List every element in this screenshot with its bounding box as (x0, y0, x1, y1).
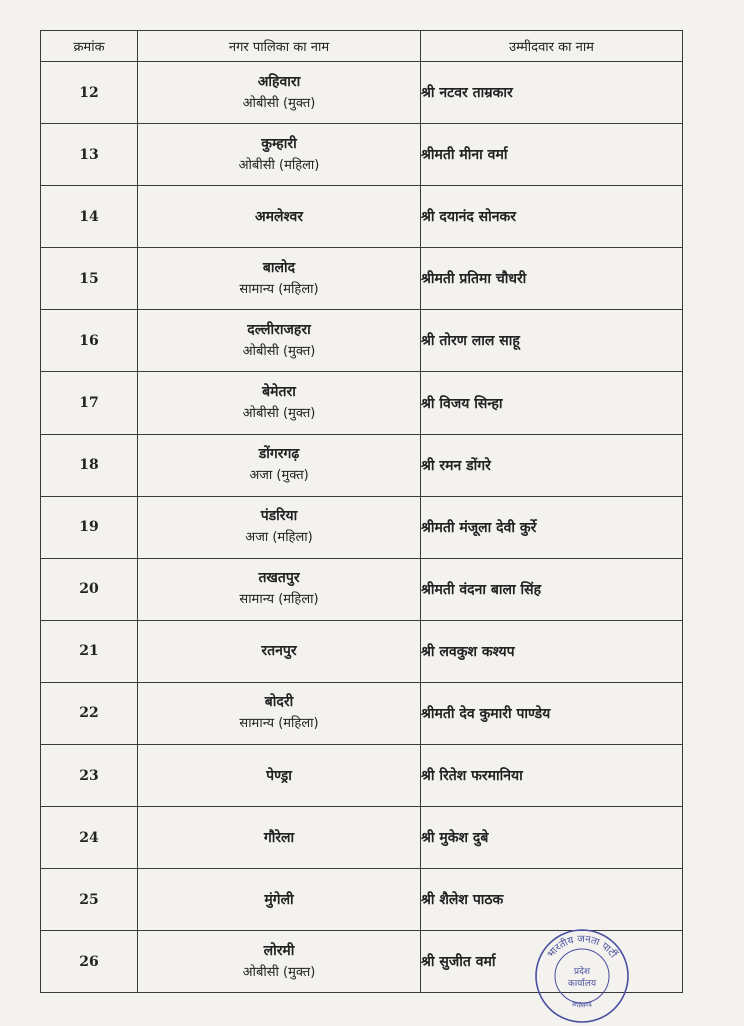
serial-number: 26 (41, 931, 138, 993)
table-row (41, 496, 683, 558)
municipality-name: रतनपुर (261, 643, 297, 660)
seal-center-line-2: कार्यालय (567, 979, 597, 989)
municipality-name: बोदरी (264, 694, 294, 711)
municipality-name: डोंगरगढ़ (258, 446, 300, 463)
table-row (41, 248, 683, 310)
table-row (41, 372, 683, 434)
table-row (41, 745, 683, 807)
municipality-cell (138, 931, 421, 993)
header-municipality-name: नगर पालिका का नाम (138, 31, 421, 62)
serial-number: 16 (41, 310, 138, 372)
municipality-cell (138, 620, 421, 682)
serial-number: 20 (41, 558, 138, 620)
table-row (41, 869, 683, 931)
municipality-name: दल्लीराजहरा (247, 321, 311, 338)
candidate-name: श्री रितेश फरमानिया (421, 745, 683, 807)
table-row (41, 186, 683, 248)
candidate-name: श्रीमती मंजूला देवी कुर्रे (421, 496, 683, 558)
serial-number: 18 (41, 434, 138, 496)
municipality-cell (138, 248, 421, 310)
municipality-name: लोरमी (263, 942, 295, 959)
candidate-name: श्री विजय सिन्हा (421, 372, 683, 434)
municipality-cell (138, 558, 421, 620)
municipality-cell (138, 745, 421, 807)
municipality-cell (138, 310, 421, 372)
serial-number: 19 (41, 496, 138, 558)
header-candidate-name: उम्मीदवार का नाम (421, 31, 683, 62)
municipality-cell (138, 434, 421, 496)
table-row (41, 558, 683, 620)
seal-center-line-1: प्रदेश (573, 967, 591, 977)
serial-number: 25 (41, 869, 138, 931)
municipality-name: बालोद (262, 259, 296, 276)
reservation-category: सामान्य (महिला) (239, 716, 319, 732)
municipality-name: तखतपुर (258, 570, 300, 587)
serial-number: 21 (41, 620, 138, 682)
municipality-cell (138, 62, 421, 124)
candidate-name: श्री रमन डोंगरे (421, 434, 683, 496)
candidate-name: श्रीमती देव कुमारी पाण्डेय (421, 682, 683, 744)
municipality-name: पेण्ड्रा (266, 767, 292, 784)
table-row (41, 807, 683, 869)
reservation-category: ओबीसी (मुक्त) (242, 406, 316, 422)
table-row (41, 310, 683, 372)
serial-number: 24 (41, 807, 138, 869)
candidate-name: श्री सुजीत वर्मा (421, 931, 683, 993)
reservation-category: ओबीसी (मुक्त) (242, 95, 316, 111)
candidate-name: श्री दयानंद सोनकर (421, 186, 683, 248)
candidate-name: श्रीमती मीना वर्मा (421, 124, 683, 186)
table-body (41, 62, 683, 993)
municipality-cell (138, 682, 421, 744)
table-row (41, 124, 683, 186)
reservation-category: सामान्य (महिला) (239, 592, 319, 608)
candidate-name: श्री लवकुश कश्यप (421, 620, 683, 682)
reservation-category: सामान्य (महिला) (239, 281, 319, 297)
candidate-name: श्री शैलेश पाठक (421, 869, 683, 931)
candidate-table (40, 30, 683, 993)
municipality-name: अमलेश्वर (254, 208, 304, 225)
candidate-name: श्री नटवर ताम्रकार (421, 62, 683, 124)
serial-number: 15 (41, 248, 138, 310)
candidate-name: श्री मुकेश दुबे (421, 807, 683, 869)
municipality-cell (138, 496, 421, 558)
seal-ring-text: भारतीय जनता पार्टी (545, 933, 619, 961)
serial-number: 22 (41, 682, 138, 744)
municipality-cell (138, 807, 421, 869)
municipality-cell (138, 186, 421, 248)
candidate-name: श्रीमती प्रतिमा चौधरी (421, 248, 683, 310)
serial-number: 23 (41, 745, 138, 807)
reservation-category: अजा (मुक्त) (249, 468, 309, 484)
seal-bottom-text: छत्तीसगढ़ (571, 1000, 593, 1010)
municipality-name: गौरेला (263, 829, 295, 846)
candidate-name: श्री तोरण लाल साहू (421, 310, 683, 372)
municipality-cell (138, 124, 421, 186)
municipality-cell (138, 869, 421, 931)
municipality-name: अहिवारा (257, 73, 301, 90)
municipality-name: कुम्हारी (261, 135, 297, 152)
municipality-name: पंडरिया (260, 508, 298, 525)
party-office-seal (532, 926, 632, 1026)
reservation-category: ओबीसी (मुक्त) (242, 343, 316, 359)
serial-number: 14 (41, 186, 138, 248)
table-row (41, 434, 683, 496)
municipality-name: बेमेतरा (262, 384, 296, 401)
serial-number: 17 (41, 372, 138, 434)
header-serial-number: क्रमांक (41, 31, 138, 62)
table-row (41, 682, 683, 744)
serial-number: 12 (41, 62, 138, 124)
table-header-row (41, 31, 683, 62)
reservation-category: ओबीसी (महिला) (238, 157, 320, 173)
table-row (41, 62, 683, 124)
municipality-cell (138, 372, 421, 434)
table-row (41, 620, 683, 682)
reservation-category: ओबीसी (मुक्त) (242, 964, 316, 980)
serial-number: 13 (41, 124, 138, 186)
municipality-name: मुंगेली (264, 891, 294, 908)
reservation-category: अजा (महिला) (245, 530, 313, 546)
candidate-name: श्रीमती वंदना बाला सिंह (421, 558, 683, 620)
